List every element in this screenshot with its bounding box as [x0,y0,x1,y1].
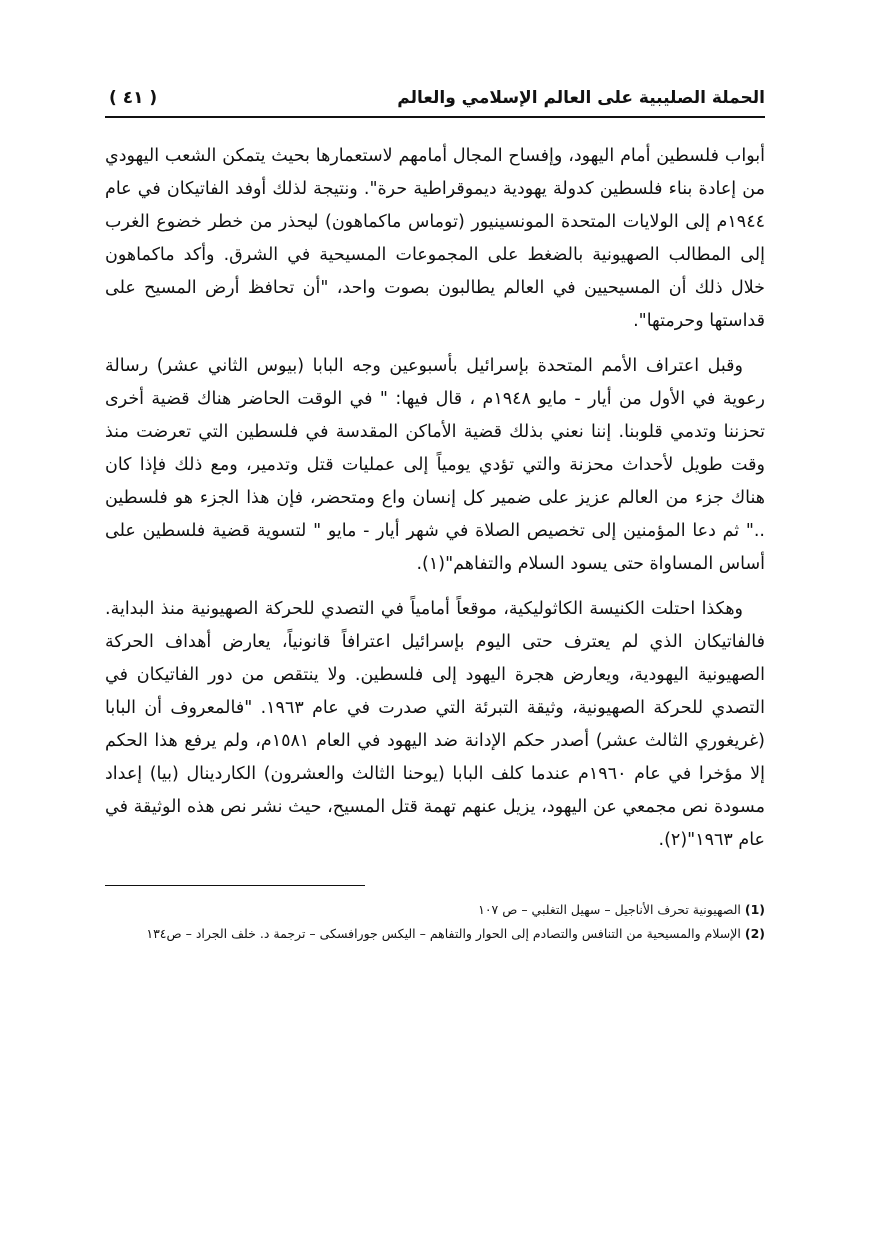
running-header-title: الحملة الصليبية على العالم الإسلامي والعالم [397,88,765,108]
footnote-mark: (1) [744,902,765,917]
footnote-text: الإسلام والمسيحية من التنافس والتصادم إلى الحوار والتفاهم – اليكس جورافسكى – ترجمة د. خلف الجراد – ص١٣٤ [146,926,741,941]
footnote-mark: (2) [744,926,765,941]
footnote [105,922,765,946]
body-text [105,140,765,857]
footnote [105,898,765,922]
paragraph: وقبل اعتراف الأمم المتحدة بإسرائيل بأسبوعين وجه البابا (بيوس الثاني عشر) رسالة رعوية في الأول من أيار - مايو ١٩٤٨م ، قال فيها: " في الوقت الحاضر هناك قضية أخرى تحزننا وتدمي قلوبنا. إننا نعني بذلك قضية الأماكن المقدسة في فلسطين التي تعرضت منذ وقت طويل لأحداث محزنة والتي تؤدي يومياً إلى عمليات قتل وتدمير، ومع ذلك فإذا كان هناك جزء من العالم عزيز على ضمير كل إنسان واع ومتحضر، فإن هذا الجزء هو فلسطين .." ثم دعا المؤمنين إلى تخصيص الصلاة في شهر أيار - مايو " لتسوية قضية فلسطين على أساس المساواة حتى يسود السلام والتفاهم"(١). [105,356,766,574]
footnotes [105,898,765,946]
paragraph: أبواب فلسطين أمام اليهود، وإفساح المجال أمامهم لاستعمارها بحيث يتمكن الشعب اليهودي من إعادة بناء فلسطين كدولة يهودية ديموقراطية حرة". ونتيجة لذلك أوفد الفاتيكان في عام ١٩٤٤م إلى الولايات المتحدة المونسينيور (توماس ماكماهون) ليحذر من خطر خضوع الغرب إلى المطالب الصهيونية بالضغط على المجموعات المسيحية في الشرق. وأكد ماكماهون خلال ذلك أن المسيحيين في العالم يطالبون بصوت واحد، "أن تحافظ أرض المسيح على قداستها وحرمتها". [105,146,765,331]
footnote-text: الصهيونية تحرف الأناجيل – سهيل التغلبي – ص ١٠٧ [478,902,741,917]
footnote-separator [105,885,365,886]
running-header [105,84,765,118]
page-number: ( ٤١ ) [109,88,158,108]
page [105,84,765,946]
paragraph: وهكذا احتلت الكنيسة الكاثوليكية، موقعاً أمامياً في التصدي للحركة الصهيونية منذ البداية. فالفاتيكان الذي لم يعترف حتى اليوم بإسرائيل اعترافاً قانونياً، يعارض أهداف الحركة الصهيونية اليهودية، ويعارض هجرة اليهود إلى فلسطين. ولا ينتقص من دور الفاتيكان في التصدي للحركة الصهيونية، وثيقة التبرئة التي صدرت في عام ١٩٦٣. "فالمعروف أن البابا (غريغوري الثالث عشر) أصدر حكم الإدانة ضد اليهود في العام ١٥٨١م، ولم يرفع هذا الحكم إلا مؤخرا في عام ١٩٦٠م عندما كلف البابا (يوحنا الثالث والعشرون) الكاردينال (بيا) إعداد مسودة نص مجمعي عن اليهود، يزيل عنهم تهمة قتل المسيح، حيث نشر نص هذه الوثيقة في عام ١٩٦٣"(٢). [105,599,766,850]
